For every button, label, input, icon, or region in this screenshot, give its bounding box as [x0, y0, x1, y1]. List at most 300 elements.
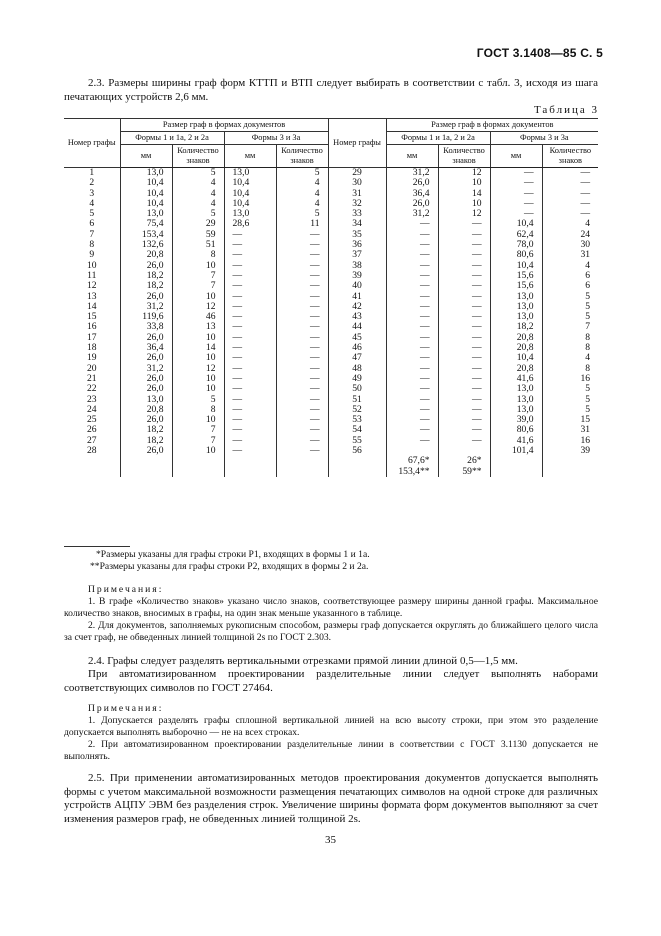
table-cell: 20 [64, 364, 120, 374]
table-cell: 20,8 [490, 343, 542, 353]
table-cell [490, 467, 542, 477]
table-cell: 80,6 [490, 250, 542, 260]
table-cell: 13 [172, 322, 224, 332]
table-cell: 21 [64, 374, 120, 384]
table-cell: — [438, 312, 490, 322]
table-cell: — [490, 199, 542, 209]
table-cell: 7 [172, 425, 224, 435]
table-cell: 8 [542, 343, 598, 353]
table-cell: 10 [438, 199, 490, 209]
table-cell: — [224, 353, 276, 363]
table-cell: 55 [328, 436, 386, 446]
table-cell [276, 467, 328, 477]
table-cell: — [386, 312, 438, 322]
table-cell: — [276, 250, 328, 260]
table-cell: 4 [542, 353, 598, 363]
table-cell: 4 [542, 261, 598, 271]
table-cell: 5 [542, 292, 598, 302]
table-cell: — [438, 436, 490, 446]
table-cell: — [386, 250, 438, 260]
table-cell: 36,4 [386, 189, 438, 199]
footnote-2: **Размеры указаны для графы строки Р2, входящих в формы 2 и 2а. [90, 561, 369, 572]
table-cell: 26,0 [120, 261, 172, 271]
table-cell: 39 [328, 271, 386, 281]
table-cell: — [224, 364, 276, 374]
table-cell: 13,0 [224, 209, 276, 219]
table-cell: 10,4 [490, 353, 542, 363]
table-cell: 18 [64, 343, 120, 353]
table-cell: 14 [438, 189, 490, 199]
col-header-number-right: Номер графы [328, 119, 386, 168]
table-cell: — [386, 384, 438, 394]
table-cell: 8 [64, 240, 120, 250]
table-cell: — [438, 353, 490, 363]
table-cell: 31,2 [120, 364, 172, 374]
col-header-mm: мм [490, 145, 542, 168]
table-cell: — [438, 322, 490, 332]
table-cell: 31,2 [386, 209, 438, 219]
note-2-1: 1. Допускается разделять графы сплошной вертикальной линией на всю высоту строки, при этом это разделение допускается выполнять выборочно — не на всех строках. [64, 715, 598, 738]
table-cell: 14 [172, 343, 224, 353]
table-cell: — [224, 425, 276, 435]
table-cell: — [542, 189, 598, 199]
table-cell: 51 [328, 395, 386, 405]
table-row [64, 178, 598, 188]
table-cell: 26 [64, 425, 120, 435]
table-cell: 22 [64, 384, 120, 394]
table-caption: Таблица 3 [533, 104, 599, 116]
table-cell: 40 [328, 281, 386, 291]
table-cell: — [276, 271, 328, 281]
table-cell: 24 [542, 230, 598, 240]
table-cell: 9 [64, 250, 120, 260]
table-cell: 78,0 [490, 240, 542, 250]
table-cell: — [438, 384, 490, 394]
table-cell: — [224, 395, 276, 405]
table-cell [224, 456, 276, 466]
table-cell: — [386, 364, 438, 374]
table-cell: 18,2 [120, 271, 172, 281]
table-cell: 56 [328, 446, 386, 456]
table-cell: 80,6 [490, 425, 542, 435]
table-cell: — [276, 415, 328, 425]
table-cell: — [276, 405, 328, 415]
table-cell [542, 456, 598, 466]
table-cell: 4 [172, 199, 224, 209]
table-cell: 41,6 [490, 374, 542, 384]
table-cell: 12 [64, 281, 120, 291]
table-cell: 13,0 [490, 395, 542, 405]
table-cell: 10,4 [120, 189, 172, 199]
table-cell: 33 [328, 209, 386, 219]
table-cell [328, 456, 386, 466]
table-cell: 13,0 [490, 292, 542, 302]
table-row [64, 189, 598, 199]
table-cell: — [276, 343, 328, 353]
table-cell [172, 467, 224, 477]
col-header-group-left: Размер граф в формах документов [120, 119, 328, 132]
table-cell: 13,0 [120, 395, 172, 405]
table-cell: 62,4 [490, 230, 542, 240]
col-header-count: Количество знаков [438, 145, 490, 168]
table-cell: — [276, 384, 328, 394]
table-cell: 23 [64, 395, 120, 405]
table-cell: 10,4 [224, 178, 276, 188]
table-cell: — [542, 178, 598, 188]
table-cell: — [438, 425, 490, 435]
table-cell: 26,0 [120, 415, 172, 425]
table-cell: 75,4 [120, 219, 172, 229]
table-cell: 31 [328, 189, 386, 199]
table-cell: 52 [328, 405, 386, 415]
table-cell: 31,2 [120, 302, 172, 312]
table-cell: — [386, 261, 438, 271]
table-cell: 10,4 [224, 189, 276, 199]
table-cell: 8 [172, 250, 224, 260]
table-cell: — [490, 168, 542, 179]
table-cell: 24 [64, 405, 120, 415]
table-cell: 5 [542, 384, 598, 394]
table-cell: — [224, 343, 276, 353]
table-cell: 16 [542, 374, 598, 384]
notes-title-1: Примечания: [88, 584, 164, 595]
page-header: ГОСТ 3.1408—85 С. 5 [476, 46, 603, 60]
table-cell: 1 [64, 168, 120, 179]
table-cell: 10 [172, 415, 224, 425]
table-cell [224, 467, 276, 477]
table-cell: — [224, 322, 276, 332]
table-cell: 26,0 [120, 446, 172, 456]
table-cell: 50 [328, 384, 386, 394]
table-cell: — [386, 436, 438, 446]
table-cell: 4 [276, 199, 328, 209]
table-cell: — [224, 312, 276, 322]
table-cell: 119,6 [120, 312, 172, 322]
table-cell: 16 [64, 322, 120, 332]
table-cell: 5 [542, 405, 598, 415]
table-cell: 4 [276, 178, 328, 188]
table-cell: — [386, 405, 438, 415]
table-cell: 16 [542, 436, 598, 446]
table-cell: 153,4 [120, 230, 172, 240]
table-cell: — [438, 292, 490, 302]
table-cell: 20,8 [490, 333, 542, 343]
table-cell: 14 [64, 302, 120, 312]
col-header-mm: мм [386, 145, 438, 168]
table-cell: 67,6* [386, 456, 438, 466]
table-cell: 4 [542, 219, 598, 229]
table-cell: — [386, 281, 438, 291]
table-cell: 45 [328, 333, 386, 343]
table-cell: — [386, 374, 438, 384]
table-cell: 41 [328, 292, 386, 302]
table-cell [490, 456, 542, 466]
table-cell: 8 [542, 333, 598, 343]
table-cell: — [224, 333, 276, 343]
table-cell: — [542, 199, 598, 209]
table-cell: 10 [172, 374, 224, 384]
table-cell: 10 [172, 292, 224, 302]
table-cell: 13,0 [490, 312, 542, 322]
table-cell [120, 467, 172, 477]
table-cell: 10 [438, 178, 490, 188]
table-cell: 20,8 [120, 405, 172, 415]
table-cell: — [276, 374, 328, 384]
table-cell [64, 467, 120, 477]
table-cell: 42 [328, 302, 386, 312]
table-cell: — [224, 374, 276, 384]
table-cell [438, 446, 490, 456]
table-cell: — [386, 271, 438, 281]
table-cell: 15,6 [490, 271, 542, 281]
table-cell: 34 [328, 219, 386, 229]
table-cell: 6 [542, 281, 598, 291]
table-cell: — [490, 178, 542, 188]
table-cell [276, 456, 328, 466]
table-cell: — [276, 395, 328, 405]
table-cell: 31,2 [386, 168, 438, 179]
table-cell: 26,0 [120, 333, 172, 343]
table-cell: 59** [438, 467, 490, 477]
table-cell: 5 [542, 395, 598, 405]
table-cell: 5 [64, 209, 120, 219]
table-cell: 35 [328, 230, 386, 240]
table-cell: 10 [172, 353, 224, 363]
table-3 [64, 118, 598, 477]
paragraph-2-4: 2.4. Графы следует разделять вертикальными отрезками прямой линии длиной 0,5—1,5 мм. [88, 655, 518, 667]
table-cell: 18,2 [120, 436, 172, 446]
table-cell: 18,2 [490, 322, 542, 332]
table-cell: 15 [64, 312, 120, 322]
table-cell: 10,4 [490, 261, 542, 271]
footnote-1: *Размеры указаны для графы строки Р1, входящих в формы 1 и 1а. [96, 549, 370, 560]
table-cell: — [276, 261, 328, 271]
table-cell: 13 [64, 292, 120, 302]
table-cell: — [386, 219, 438, 229]
table-cell: — [386, 292, 438, 302]
table-cell [64, 456, 120, 466]
table-cell: 53 [328, 415, 386, 425]
table-cell: 54 [328, 425, 386, 435]
table-cell: 25 [64, 415, 120, 425]
table-cell: — [276, 353, 328, 363]
table-cell: — [438, 333, 490, 343]
col-header-count: Количество знаков [542, 145, 598, 168]
table-cell: 7 [64, 230, 120, 240]
table-cell: — [386, 395, 438, 405]
table-cell: — [386, 353, 438, 363]
table-cell: 47 [328, 353, 386, 363]
paragraph-2-5: 2.5. При применении автоматизированных методов проектирования документов допускается выполнять формы с учетом максимальной возможности размещения печатающих символов на одной строке для различных устройств АЦПУ ЭВМ без разделения строк. Увеличение ширины формата форм документов выполняют за счет изменения размеров граф, не обведенных линией толщиной 2s. [64, 772, 598, 825]
table-cell: — [386, 333, 438, 343]
table-cell: 37 [328, 250, 386, 260]
table-cell: 19 [64, 353, 120, 363]
table-cell: — [386, 425, 438, 435]
table-cell: 44 [328, 322, 386, 332]
table-cell: 39,0 [490, 415, 542, 425]
table-cell: 29 [328, 168, 386, 179]
table-row [64, 168, 598, 179]
table-cell: — [276, 425, 328, 435]
table-cell: 11 [276, 219, 328, 229]
table-cell: 12 [438, 168, 490, 179]
table-cell: — [276, 333, 328, 343]
table-cell: — [438, 281, 490, 291]
table-cell: — [224, 415, 276, 425]
table-cell: 8 [172, 405, 224, 415]
note-2-2: 2. При автоматизированном проектировании разделительные линии в соответствии с ГОСТ 3.1130 допускается не выполнять. [64, 739, 598, 762]
table-cell: — [224, 261, 276, 271]
table-cell: — [224, 250, 276, 260]
table-cell [120, 456, 172, 466]
table-cell: 48 [328, 364, 386, 374]
table-cell: 46 [172, 312, 224, 322]
table-cell: — [438, 415, 490, 425]
table-cell: 39 [542, 446, 598, 456]
table-cell: 153,4** [386, 467, 438, 477]
table-cell: 12 [172, 302, 224, 312]
table-cell: — [386, 230, 438, 240]
table-cell: 10,4 [490, 219, 542, 229]
table-cell: — [438, 405, 490, 415]
table-cell: 2 [64, 178, 120, 188]
table-cell: 30 [542, 240, 598, 250]
table-cell: 3 [64, 189, 120, 199]
col-header-forms-b-left: Формы 3 и 3а [224, 132, 328, 145]
table-cell: — [224, 230, 276, 240]
table-cell: 17 [64, 333, 120, 343]
table-cell: 33,8 [120, 322, 172, 332]
table-cell: — [386, 343, 438, 353]
table-cell: 101,4 [490, 446, 542, 456]
table-cell: — [276, 302, 328, 312]
table-cell: 13,0 [224, 168, 276, 179]
table-cell: 51 [172, 240, 224, 250]
table-cell [542, 467, 598, 477]
notes-title-2: Примечания: [88, 703, 164, 714]
table-cell: — [224, 405, 276, 415]
table-cell: — [438, 219, 490, 229]
table-cell: 15,6 [490, 281, 542, 291]
table-cell: — [438, 261, 490, 271]
table-row [64, 456, 598, 466]
table-cell: 10,4 [120, 178, 172, 188]
table-cell: — [490, 209, 542, 219]
table-cell: 13,0 [490, 405, 542, 415]
col-header-count: Количество знаков [276, 145, 328, 168]
table-cell: 26,0 [120, 292, 172, 302]
table-cell: 12 [172, 364, 224, 374]
table-cell: 4 [172, 189, 224, 199]
table-cell: — [276, 446, 328, 456]
table-cell: 4 [172, 178, 224, 188]
table-cell: 49 [328, 374, 386, 384]
table-cell: — [386, 322, 438, 332]
table-cell: 26,0 [120, 374, 172, 384]
table-cell: — [438, 240, 490, 250]
col-header-group-right: Размер граф в формах документов [386, 119, 598, 132]
table-cell: 59 [172, 230, 224, 240]
table-cell: 5 [172, 395, 224, 405]
table-cell: 20,8 [120, 250, 172, 260]
table-cell: — [224, 446, 276, 456]
table-cell: — [438, 271, 490, 281]
table-cell: 46 [328, 343, 386, 353]
col-header-mm: мм [120, 145, 172, 168]
table-cell: — [224, 302, 276, 312]
table-cell: — [386, 302, 438, 312]
table-cell: 26* [438, 456, 490, 466]
table-cell: 10 [172, 261, 224, 271]
table-cell: 13,0 [120, 209, 172, 219]
table-cell: 7 [172, 281, 224, 291]
table-row [64, 467, 598, 477]
col-header-forms-a-left: Формы 1 и 1а, 2 и 2а [120, 132, 224, 145]
table-row [64, 446, 598, 456]
table-cell: 7 [542, 322, 598, 332]
table-cell: 28,6 [224, 219, 276, 229]
table-cell: — [276, 322, 328, 332]
table-cell: — [224, 292, 276, 302]
table-row [64, 199, 598, 209]
table-cell: 8 [542, 364, 598, 374]
table-cell: 32 [328, 199, 386, 209]
paragraph-2-3: 2.3. Размеры ширины граф форм КТТП и ВТП следует выбирать в соответствии с табл. 3, исходя из шага печатающих устройств 2,6 мм. [64, 77, 598, 103]
table-cell: — [224, 271, 276, 281]
table-cell: — [276, 230, 328, 240]
table-cell: 7 [172, 436, 224, 446]
table-cell: 10 [172, 446, 224, 456]
table-cell: 7 [172, 271, 224, 281]
table-cell: 13,0 [120, 168, 172, 179]
table-cell: — [224, 436, 276, 446]
table-cell: 10 [64, 261, 120, 271]
col-header-forms-b-right: Формы 3 и 3а [490, 132, 598, 145]
table-cell: — [224, 240, 276, 250]
table-cell: 36,4 [120, 343, 172, 353]
table-row [64, 384, 598, 394]
table-cell: — [276, 240, 328, 250]
table-cell [328, 467, 386, 477]
table-cell: — [224, 281, 276, 291]
table-cell: — [490, 189, 542, 199]
table-cell: 28 [64, 446, 120, 456]
table-cell: — [438, 364, 490, 374]
table-cell [172, 456, 224, 466]
table-cell: 5 [542, 312, 598, 322]
table-cell: 5 [276, 168, 328, 179]
table-cell: 31 [542, 250, 598, 260]
table-cell: 5 [172, 209, 224, 219]
table-cell: 5 [542, 302, 598, 312]
table-cell: 18,2 [120, 425, 172, 435]
paragraph-2-4-auto: При автоматизированном проектировании разделительные линии следует выполнять наборами соответствующих символов по ГОСТ 27464. [64, 668, 598, 694]
table-cell: — [438, 250, 490, 260]
table-cell: 12 [438, 209, 490, 219]
table-cell: 26,0 [120, 353, 172, 363]
table-cell: 36 [328, 240, 386, 250]
table-cell: — [276, 281, 328, 291]
table-cell: — [438, 230, 490, 240]
table-cell: — [276, 364, 328, 374]
table-cell: — [438, 302, 490, 312]
table-cell: 15 [542, 415, 598, 425]
table-cell: 43 [328, 312, 386, 322]
table-cell: 31 [542, 425, 598, 435]
table-cell: 10 [172, 384, 224, 394]
table-cell: — [276, 436, 328, 446]
table-cell: 29 [172, 219, 224, 229]
